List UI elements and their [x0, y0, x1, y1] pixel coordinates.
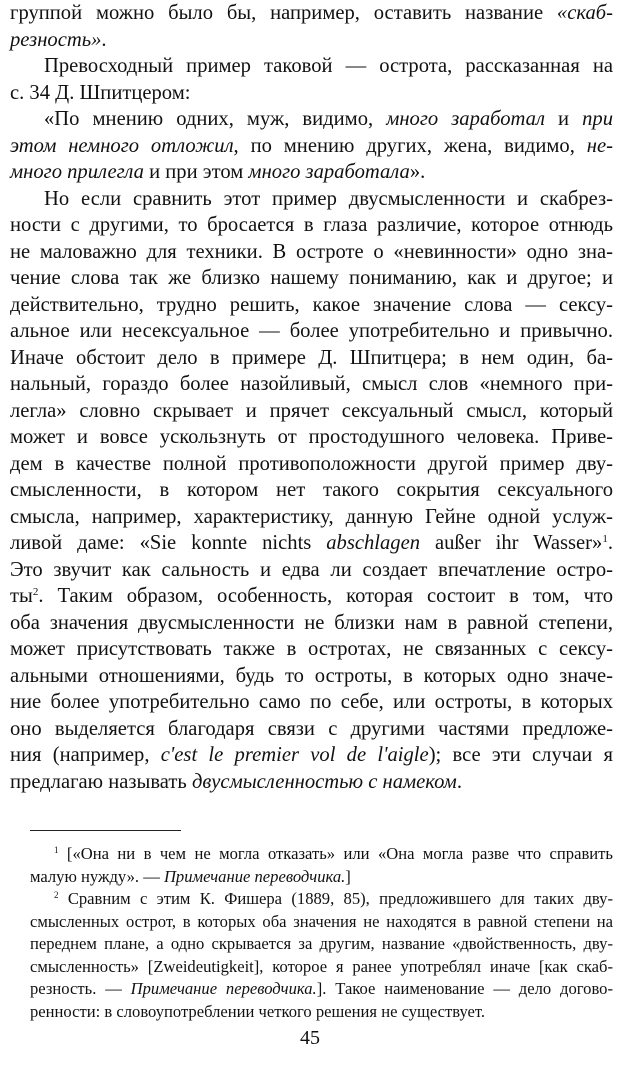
text-run: Это звучит как сальность и едва ли создает впечатление остро-: [10, 558, 613, 581]
italic-text: при: [582, 108, 613, 130]
text-run: .: [456, 770, 462, 793]
body-line: [10, 265, 613, 292]
italic-text: двусмысленностью с намеком: [191, 770, 457, 793]
text-run: не маловажно для техники. В остроте о «невинности» одно зна-: [10, 240, 613, 263]
body-line: [10, 345, 613, 372]
italic-text: «скаб-: [556, 2, 613, 24]
text-run: легла» словно скрывает и прячет сексуальный смысл, который: [10, 399, 613, 422]
text-run: außer ihr Wasser»: [420, 532, 603, 554]
body-line: [10, 186, 613, 213]
body-line: [10, 106, 613, 133]
body-line: [10, 27, 613, 54]
text-run: [«Она ни в чем не могла отказать» или «Она могла разве что справить: [58, 844, 613, 863]
page-number: 45: [300, 1027, 320, 1049]
body-line: [10, 769, 613, 796]
text-run: ности с другими, то бросается в глаза различие, которое отнюдь: [10, 214, 613, 236]
text-run: малую нужду». —: [30, 866, 164, 886]
text-run: смысленность» [Zweideutigkeit], которое я ранее употреблял иначе [как скаб-: [30, 956, 613, 976]
italic-text: много прилегла: [10, 161, 144, 183]
text-run: может и вовсе ускользнуть от простодушного человека. Приве-: [10, 426, 613, 448]
text-run: ты: [10, 585, 33, 607]
text-run: нальный, гораздо более назойливый, смысл слов «немного при-: [10, 373, 613, 395]
italic-text: этом немного отложил: [10, 134, 234, 157]
page-body: [10, 0, 613, 795]
body-line: [10, 477, 613, 504]
text-run: Сравним с этим К. Фишера (1889, 85), предложившего для таких дву-: [58, 889, 613, 908]
text-run: действительно, трудно решить, какое значение слова — сексу-: [10, 293, 613, 316]
text-run: .: [101, 28, 107, 51]
body-line: [10, 371, 613, 398]
text-run: .: [607, 532, 613, 554]
footnote-ref: 2: [54, 890, 59, 900]
text-run: смысленных острот, в которых оба значения не находятся в равной степени на: [30, 911, 613, 931]
text-run: ния (например,: [10, 744, 161, 766]
italic-text: много заработал: [386, 108, 545, 130]
text-run: и при этом: [143, 161, 249, 183]
italic-text: резность»: [10, 28, 102, 51]
body-line: [10, 636, 613, 663]
body-line: [10, 530, 613, 557]
text-run: «По мнению одних, муж, видимо,: [44, 108, 387, 130]
italic-text: Примечание переводчика.: [163, 866, 346, 886]
body-line: [10, 133, 613, 160]
footnote-line: [30, 978, 613, 1001]
text-run: группой можно было бы, например, оставить название: [10, 2, 557, 24]
text-run: смысленности, в котором нет такого сокрытия сексуального: [10, 479, 613, 501]
text-run: Превосходный пример таковой — острота, рассказанная на: [44, 55, 613, 77]
body-line: [10, 292, 613, 319]
text-run: смысла, например, характеристику, данную Гейне одной услуж-: [10, 505, 613, 528]
text-run: оно выделяется благодаря связи с другими частями предложе-: [10, 717, 613, 740]
footnote-line: [30, 888, 613, 911]
body-line: [10, 159, 613, 186]
footnote-divider: [30, 830, 181, 831]
text-run: оба значения двусмысленности не близки нам в равной степени,: [10, 611, 613, 634]
text-run: ренности: в словоупотреблении четкого решения не существует.: [30, 1001, 486, 1021]
footnote-line: [30, 956, 613, 979]
text-run: предлагаю называть: [10, 770, 192, 793]
text-run: может присутствовать также в остротах, не связанных с сексу-: [10, 638, 613, 660]
body-line: [10, 689, 613, 716]
italic-text: c'est le premier vol de l'aigle: [160, 744, 429, 766]
text-run: ливой даме: «Sie konnte nichts: [10, 532, 327, 554]
body-line: [10, 212, 613, 239]
text-run: ».: [409, 161, 426, 183]
footnotes: [30, 843, 613, 1023]
footnote-ref: 1: [54, 845, 59, 855]
body-line: [10, 610, 613, 637]
body-line: [10, 53, 613, 80]
body-line: [10, 663, 613, 690]
italic-text: много заработала: [248, 161, 410, 183]
footnote-line: [30, 866, 613, 889]
body-line: [10, 716, 613, 743]
text-run: ]: [345, 866, 351, 886]
footnote-line: [30, 933, 613, 956]
italic-text: Примечание переводчика.: [130, 979, 317, 998]
footnote-line: [30, 1001, 613, 1024]
body-line: [10, 0, 613, 27]
body-line: [10, 239, 613, 266]
body-line: [10, 557, 613, 584]
text-run: ]. Такое наименование — дело догово-: [316, 979, 614, 998]
italic-text: не-: [586, 134, 613, 157]
text-run: дем в качестве полной противоположности другой пример дву-: [10, 452, 613, 475]
footnote-ref: 1: [602, 533, 608, 545]
text-run: , по мнению других, жена, видимо,: [233, 134, 587, 157]
text-run: Иначе обстоит дело в примере Д. Шпитцера; в нем один, ба-: [10, 346, 613, 369]
text-run: . Таким образом, особенность, которая состоит в том, что: [38, 585, 613, 607]
text-run: альное или несексуальное — более употребительно и привычно.: [10, 320, 613, 342]
text-run: с. 34 Д. Шпитцером:: [10, 81, 191, 104]
text-run: чение слова так же близко нашему пониманию, как и другое; и: [10, 267, 613, 289]
footnote-line: [30, 843, 613, 866]
body-line: [10, 318, 613, 345]
footnote-line: [30, 911, 613, 934]
text-run: Но если сравнить этот пример двусмысленности и скабрез-: [44, 187, 613, 210]
body-line: [10, 451, 613, 478]
text-run: ние более употребительно само по себе, или остроты, в которых: [10, 691, 613, 713]
text-run: переднем плане, а одно скрывается за другим, название «двойственность, дву-: [30, 934, 613, 953]
body-line: [10, 424, 613, 451]
italic-text: abschlagen: [326, 532, 421, 554]
text-run: альными отношениями, будь то остроты, в которых одно значе-: [10, 664, 613, 687]
body-line: [10, 583, 613, 610]
text-run: ); все эти случаи я: [428, 744, 614, 766]
body-line: [10, 504, 613, 531]
body-line: [10, 398, 613, 425]
footnote-ref: 2: [32, 586, 39, 598]
body-line: [10, 80, 613, 107]
text-run: резность. —: [30, 979, 131, 998]
text-run: и: [544, 108, 583, 130]
body-line: [10, 742, 613, 769]
